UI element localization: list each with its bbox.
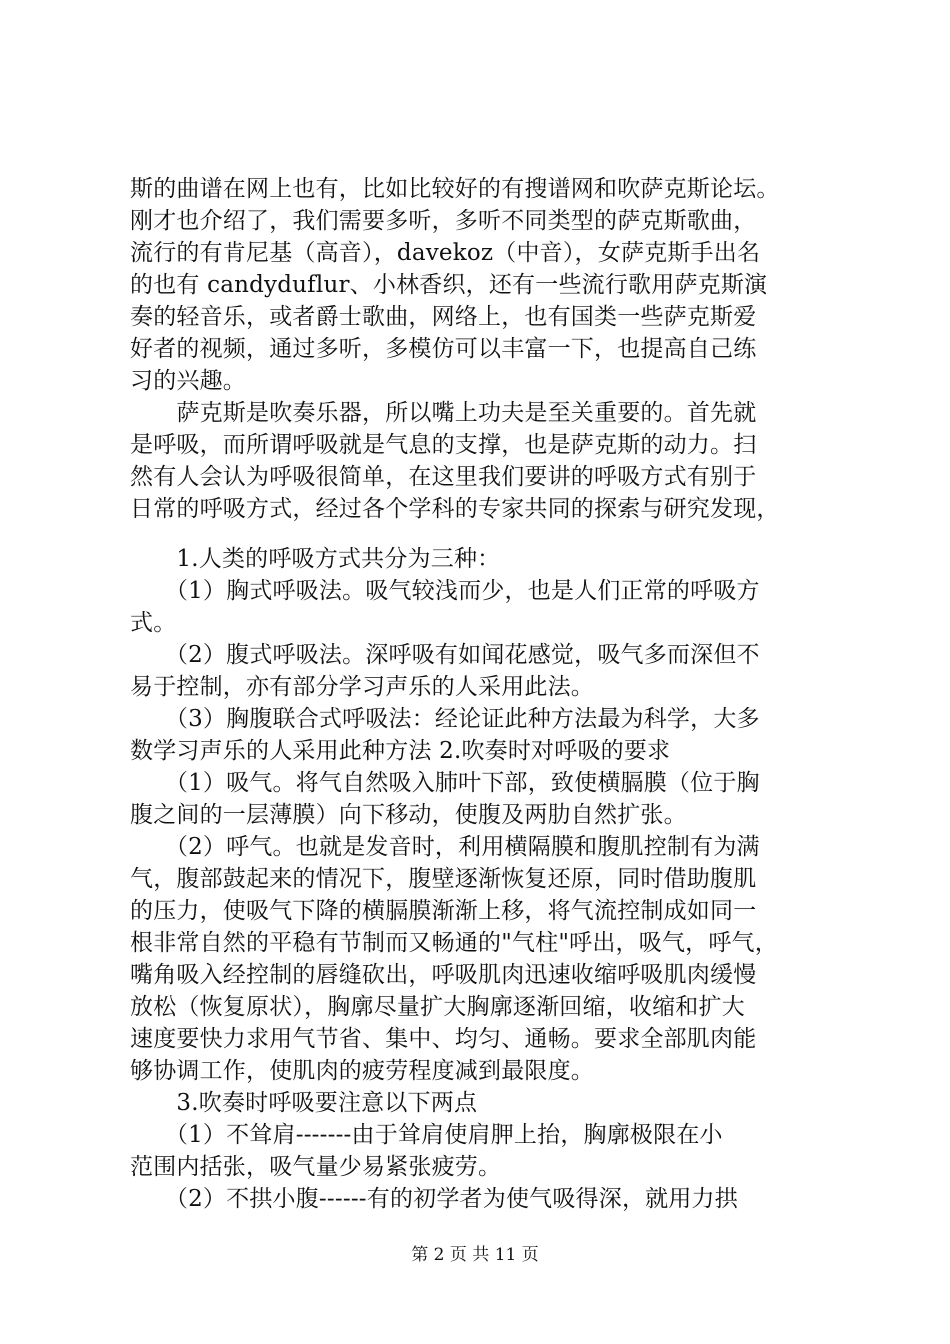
text-line: 1.人类的呼吸方式共分为三种：: [130, 546, 501, 572]
text-line: 速度要快力求用气节省、集中、均匀、通畅。要求全部肌肉能: [130, 1026, 757, 1052]
text-line: 式。: [130, 610, 177, 636]
text-line: 奏的轻音乐，或者爵士歌曲，网络上，也有国类一些萨克斯爱: [130, 304, 757, 330]
text-line: 气，腹部鼓起来的情况下，腹壁逐渐恢复还原，同时借助腹肌: [130, 866, 757, 892]
text-line: 腹之间的一层薄膜）向下移动，使腹及两肋自然扩张。: [130, 802, 687, 828]
text-line: 萨克斯是吹奏乐器，所以嘴上功夫是至关重要的。首先就: [130, 400, 757, 426]
text-line: （3）胸腹联合式呼吸法：经论证此种方法最为科学，大多: [130, 706, 760, 732]
text-line: 然有人会认为呼吸很简单，在这里我们要讲的呼吸方式有别于: [130, 464, 757, 490]
text-line: 数学习声乐的人采用此种方法 2.吹奏时对呼吸的要求: [130, 738, 671, 764]
text-line: （2）腹式呼吸法。深呼吸有如闻花感觉，吸气多而深但不: [130, 642, 760, 668]
text-line: 好者的视频，通过多听，多模仿可以丰富一下，也提高自己练: [130, 336, 757, 362]
text-line: 放松（恢复原状），胸廓尽量扩大胸廓逐渐回缩，收缩和扩大: [130, 994, 745, 1020]
text-line: 3.吹奏时呼吸要注意以下两点: [130, 1090, 478, 1116]
text-line: （1）胸式呼吸法。吸气较浅而少，也是人们正常的呼吸方: [130, 578, 760, 604]
text-line: （2）呼气。也就是发音时，利用横隔膜和腹肌控制有为满: [130, 834, 760, 860]
text-line: 流行的有肯尼基（高音），davekoz（中音），女萨克斯手出名: [130, 240, 761, 266]
text-line: 是呼吸，而所谓呼吸就是气息的支撑，也是萨克斯的动力。扫: [130, 432, 757, 458]
text-line: （1）不耸肩-------由于耸肩使肩胛上抬，胸廓极限在小: [130, 1122, 723, 1148]
text-line: 刚才也介绍了，我们需要多听，多听不同类型的萨克斯歌曲，: [130, 208, 757, 234]
text-line: （2）不拱小腹------有的初学者为使气吸得深，就用力拱: [130, 1186, 738, 1212]
text-line: 的也有 candyduflur、小林香织，还有一些流行歌用萨克斯演: [130, 272, 768, 298]
page-footer: 第 2 页 共 11 页: [411, 1245, 539, 1265]
text-line: 斯的曲谱在网上也有，比如比较好的有搜谱网和吹萨克斯论坛。: [130, 176, 780, 202]
text-line: 日常的呼吸方式，经过各个学科的专家共同的探索与研究发现，: [130, 496, 780, 522]
text-line: 根非常自然的平稳有节制而又畅通的"气柱"呼出，吸气，呼气，: [130, 930, 778, 956]
text-line: 易于控制，亦有部分学习声乐的人采用此法。: [130, 674, 594, 700]
text-line: 的压力，使吸气下降的横膈膜渐渐上移，将气流控制成如同一: [130, 898, 757, 924]
text-line: 习的兴趣。: [130, 368, 246, 394]
text-line: 范围内括张，吸气量少易紧张疲劳。: [130, 1154, 502, 1180]
text-line: 够协调工作，使肌肉的疲劳程度减到最限度。: [130, 1058, 594, 1084]
text-line: 嘴角吸入经控制的唇缝砍出，呼吸肌肉迅速收缩呼吸肌肉缓慢: [130, 962, 757, 988]
text-line: （1）吸气。将气自然吸入肺叶下部，致使横膈膜（位于胸: [130, 770, 760, 796]
